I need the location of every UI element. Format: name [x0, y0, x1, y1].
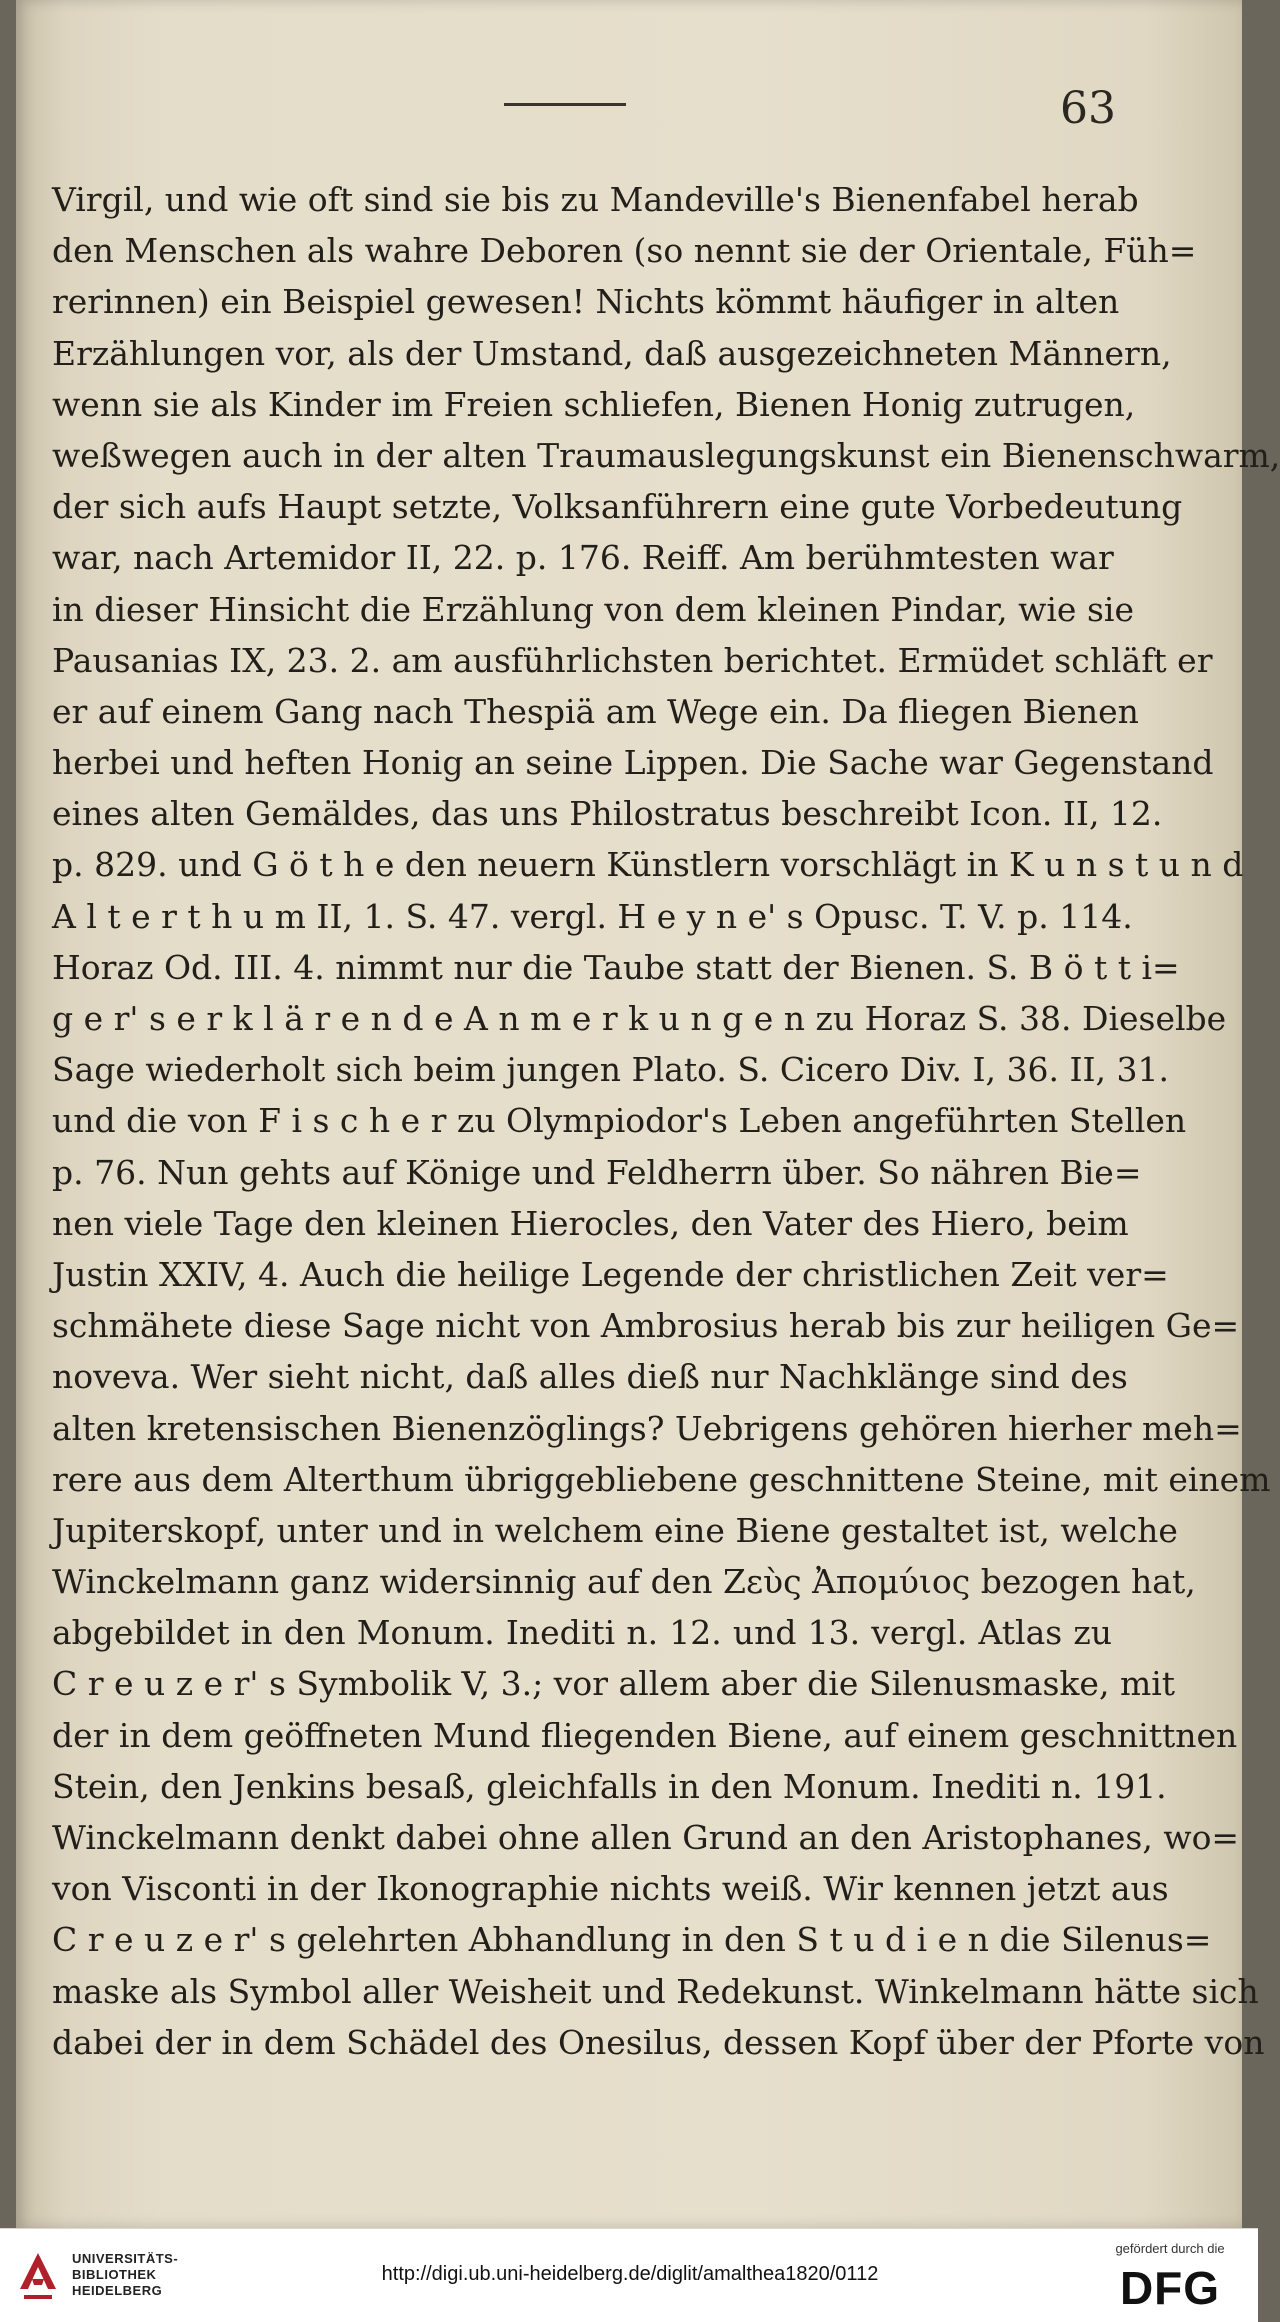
text-line: abgebildet in den Monum. Inediti n. 12. und 13. vergl. Atlas zu — [52, 1613, 1112, 1653]
library-name — [72, 2251, 242, 2299]
text-line: dabei der in dem Schädel des Onesilus, dessen Kopf über der Pforte von — [52, 2022, 1265, 2062]
library-name-line: HEIDELBERG — [72, 2283, 163, 2298]
text-line: Jupiterskopf, unter und in welchem eine Biene gestaltet ist, welche — [52, 1510, 1178, 1550]
university-library-logo-icon — [12, 2249, 64, 2305]
text-line: von Visconti in der Ikonographie nichts weiß. Wir kennen jetzt aus — [52, 1869, 1169, 1909]
text-line: der sich aufs Haupt setzte, Volksanführern eine gute Vorbedeutung — [52, 487, 1183, 527]
text-line: p. 76. Nun gehts auf Könige und Feldherrn über. So nähren Bie= — [52, 1152, 1142, 1192]
book-page — [16, 0, 1280, 2228]
permalink-url[interactable]: http://digi.ub.uni-heidelberg.de/diglit/amalthea1820/0112 — [381, 2263, 879, 2285]
text-line: Winckelmann denkt dabei ohne allen Grund an den Aristophanes, wo= — [52, 1818, 1240, 1857]
viewer-footer — [0, 2228, 1258, 2322]
text-line: C r e u z e r' s gelehrten Abhandlung in den S t u d i e n die Silenus= — [52, 1920, 1212, 1960]
text-line: noveva. Wer sieht nicht, daß alles dieß nur Nachklänge sind des — [52, 1357, 1128, 1397]
text-line: Justin XXIV, 4. Auch die heilige Legende der christlichen Zeit ver= — [52, 1254, 1169, 1294]
text-line: maske als Symbol aller Weisheit und Redekunst. Winkelmann hätte sich — [52, 1971, 1259, 2011]
text-line: rerinnen) ein Beispiel gewesen! Nichts kömmt häufiger in alten — [52, 282, 1120, 322]
text-line: Sage wiederholt sich beim jungen Plato. S. Cicero Div. I, 36. II, 31. — [52, 1050, 1170, 1090]
text-line: in dieser Hinsicht die Erzählung von dem kleinen Pindar, wie sie — [52, 589, 1134, 629]
text-line: und die von F i s c h e r zu Olympiodor's Leben angeführten Stellen — [52, 1101, 1187, 1141]
library-name-line: BIBLIOTHEK — [72, 2267, 157, 2282]
text-line: den Menschen als wahre Deboren (so nennt sie der Orientale, Füh= — [52, 231, 1197, 271]
dfg-logo: DFG — [1119, 2262, 1221, 2314]
body-text — [52, 174, 1280, 2068]
text-line: wenn sie als Kinder im Freien schliefen, Bienen Honig zutrugen, — [52, 384, 1136, 424]
text-line: Virgil, und wie oft sind sie bis zu Mandeville's Bienenfabel herab — [52, 180, 1139, 219]
text-line: A l t e r t h u m II, 1. S. 47. vergl. H e y n e' s Opusc. T. V. p. 114. — [52, 896, 1133, 936]
text-line: Stein, den Jenkins besaß, gleichfalls in den Monum. Inediti n. 191. — [52, 1766, 1167, 1806]
text-line: g e r' s e r k l ä r e n d e A n m e r k u n g e n zu Horaz S. 38. Dieselbe — [52, 999, 1227, 1038]
text-line: eines alten Gemäldes, das uns Philostratus beschreibt Icon. II, 12. — [52, 794, 1163, 834]
text-line: nen viele Tage den kleinen Hierocles, den Vater des Hiero, beim — [52, 1203, 1129, 1243]
text-line: C r e u z e r' s Symbolik V, 3.; vor allem aber die Silenusmaske, mit — [52, 1664, 1176, 1704]
text-line: der in dem geöffneten Mund fliegenden Biene, auf einem geschnittnen — [52, 1715, 1238, 1755]
text-line: Horaz Od. III. 4. nimmt nur die Taube statt der Bienen. S. B ö t t i= — [52, 947, 1180, 987]
text-line: alten kretensischen Bienenzöglings? Uebrigens gehören hierher meh= — [52, 1408, 1242, 1448]
text-line: schmähete diese Sage nicht von Ambrosius herab bis zur heiligen Ge= — [52, 1306, 1240, 1346]
text-line: p. 829. und G ö t h e den neuern Künstlern vorschlägt in K u n s t u n d — [52, 845, 1244, 885]
text-line: weßwegen auch in der alten Traumauslegungskunst ein Bienenschwarm, — [52, 435, 1280, 475]
text-line: Winckelmann ganz widersinnig auf den Ζεὺς Ἀπομύιος bezogen hat, — [52, 1562, 1196, 1602]
header-rule — [504, 103, 626, 106]
text-line: Erzählungen vor, als der Umstand, daß ausgezeichneten Männern, — [52, 333, 1172, 373]
text-line: rere aus dem Alterthum übriggebliebene geschnittene Steine, mit einem — [52, 1459, 1271, 1499]
library-name-line: UNIVERSITÄTS- — [72, 2251, 179, 2266]
page-number: 63 — [1060, 83, 1116, 134]
text-line: war, nach Artemidor II, 22. p. 176. Reiff. Am berühmtesten war — [52, 538, 1114, 578]
text-line: er auf einem Gang nach Thespiä am Wege ein. Da fliegen Bienen — [52, 691, 1139, 731]
sponsor-caption: gefördert durch die — [1115, 2241, 1225, 2256]
text-line: herbei und heften Honig an seine Lippen. Die Sache war Gegenstand — [52, 743, 1214, 783]
text-line: Pausanias IX, 23. 2. am ausführlichsten berichtet. Ermüdet schläft er — [52, 640, 1213, 680]
